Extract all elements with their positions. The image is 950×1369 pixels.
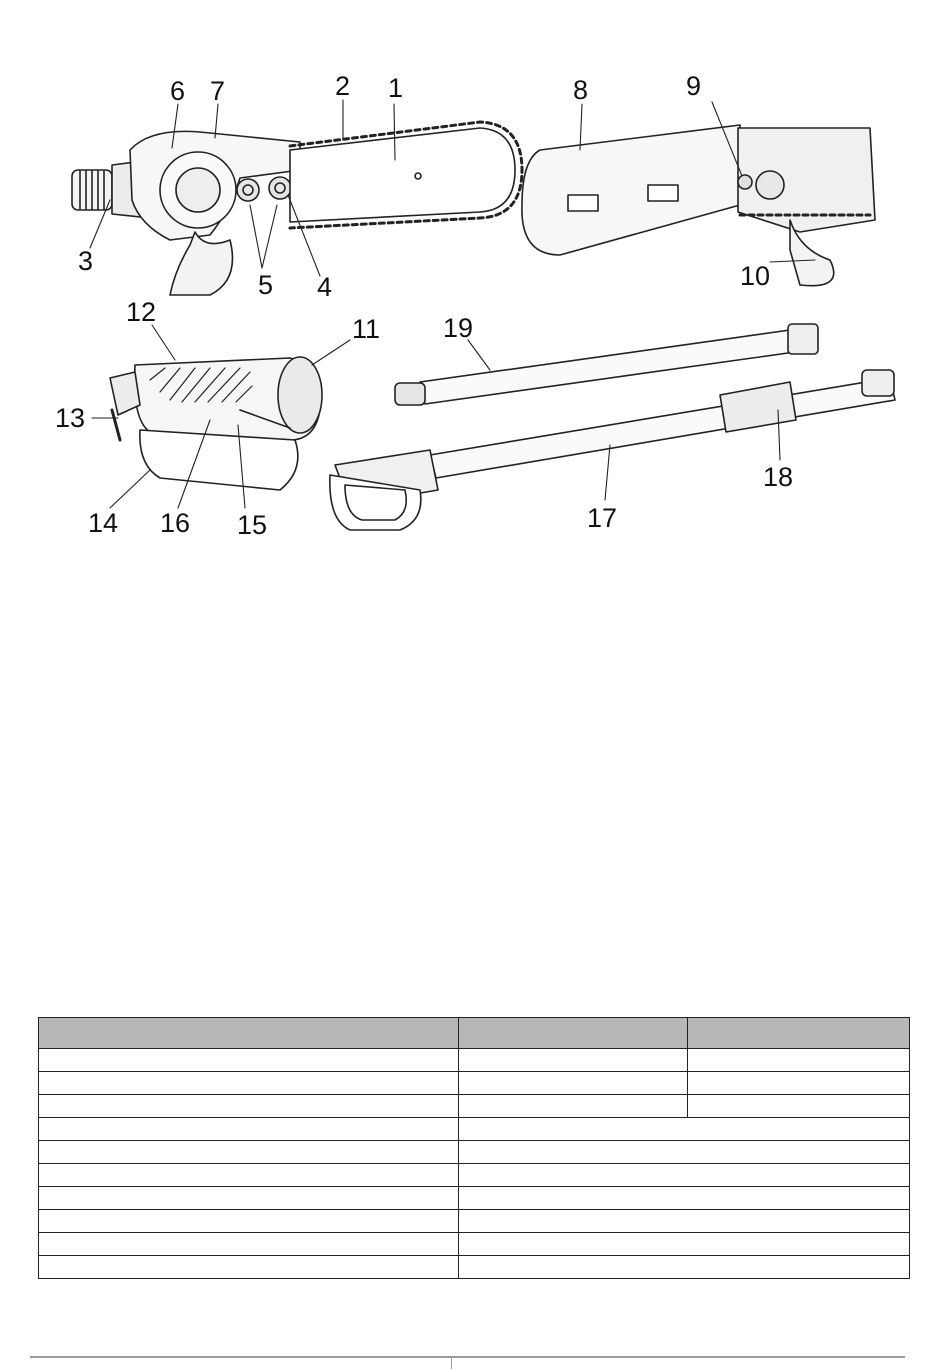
callout-12: 12 [126,297,157,327]
specifications-table [38,1017,910,1279]
table-cell [688,1095,910,1118]
table-row [39,1141,910,1164]
callout-8: 8 [573,75,589,105]
callout-16: 16 [160,508,191,538]
table-row [39,1187,910,1210]
table-cell [459,1233,910,1256]
table-cell [459,1210,910,1233]
table-cell [688,1049,910,1072]
table-cell [459,1118,910,1141]
table-row [39,1210,910,1233]
callout-2: 2 [335,71,351,101]
motor-unit-drawing [110,357,322,490]
callout-1: 1 [388,73,404,103]
callout-7: 7 [210,76,226,106]
table-row [39,1164,910,1187]
table-cell [459,1049,688,1072]
callout-19: 19 [443,313,474,343]
table-cell [39,1233,459,1256]
table-cell [459,1072,688,1095]
parts-drawing [0,0,950,560]
table-cell [39,1118,459,1141]
table-row [39,1072,910,1095]
callout-10: 10 [740,261,771,291]
footer-center-tick [451,1357,452,1369]
table-cell [39,1072,459,1095]
callout-6: 6 [170,76,186,106]
table-cell [688,1072,910,1095]
table-cell [459,1256,910,1279]
table-cell [39,1049,459,1072]
table-row [39,1256,910,1279]
table-cell [459,1187,910,1210]
table-row [39,1095,910,1118]
callout-18: 18 [763,462,794,492]
table-cell [39,1164,459,1187]
callout-11: 11 [352,314,381,344]
callout-3: 3 [78,246,94,276]
table-header-cell [39,1018,459,1049]
table-cell [39,1210,459,1233]
table-header-cell [688,1018,910,1049]
table-row [39,1233,910,1256]
table-row [39,1118,910,1141]
table-row [39,1049,910,1072]
table-cell [39,1187,459,1210]
callout-15: 15 [237,510,268,540]
callout-5: 5 [258,270,274,300]
exploded-parts-figure [0,0,950,560]
callout-17: 17 [587,503,618,533]
table-cell [39,1095,459,1118]
table-header-row [39,1018,910,1049]
table-cell [39,1141,459,1164]
table-cell [459,1164,910,1187]
callout-14: 14 [88,508,119,538]
table-header-cell [459,1018,688,1049]
table-cell [459,1095,688,1118]
callout-4: 4 [317,272,333,302]
table-cell [39,1256,459,1279]
callout-13: 13 [55,403,86,433]
chainsaw-head-drawing [72,122,522,295]
footer-divider [30,1356,905,1358]
bar-cover-drawing [522,125,875,286]
table-cell [459,1141,910,1164]
callout-9: 9 [686,71,702,101]
